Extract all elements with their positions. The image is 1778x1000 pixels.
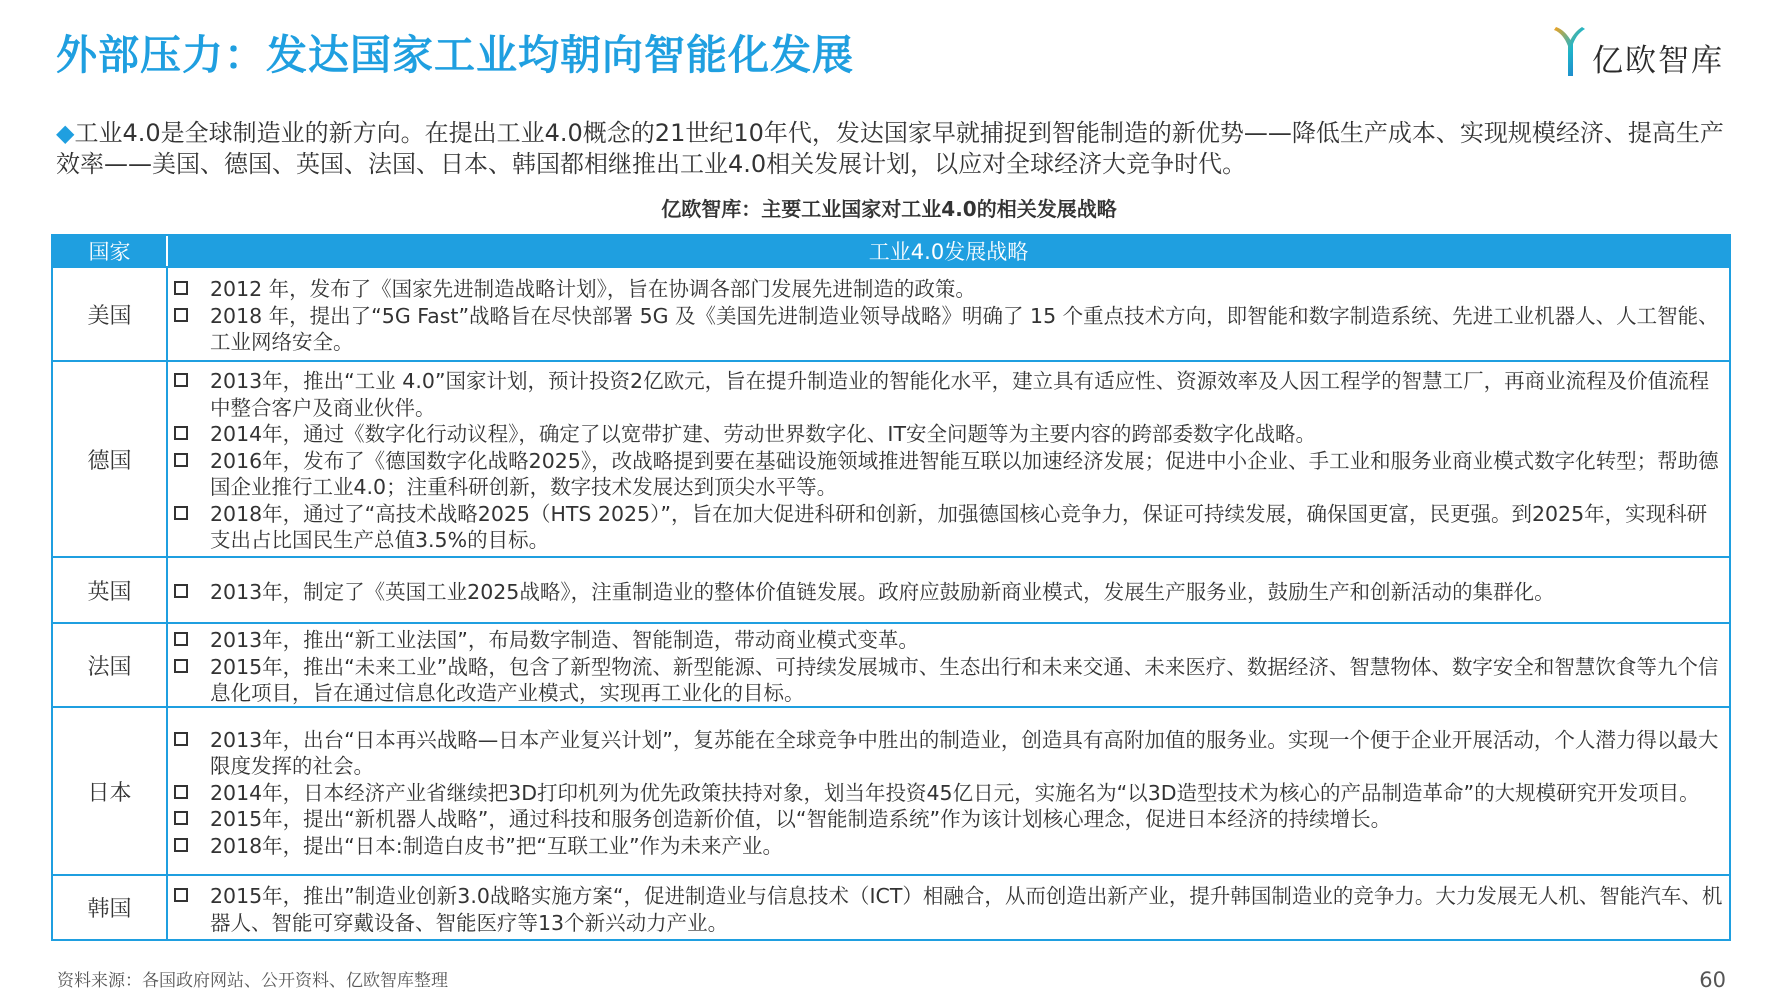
strategy-item-text: 2013年，制定了《英国工业2025战略》，注重制造业的整体价值链发展。政府应鼓励新商业模式，发展生产服务业，鼓励生产和创新活动的集群化。 xyxy=(210,579,1555,604)
strategy-cell xyxy=(168,556,1729,622)
country-cell: 英国 xyxy=(53,556,168,622)
strategy-item-text: 2015年，提出“新机器人战略”，通过科技和服务创造新价值，以“智能制造系统”作为该计划核心理念，促进日本经济的持续增长。 xyxy=(210,807,1392,832)
strategy-cell xyxy=(168,360,1729,556)
square-bullet-icon xyxy=(174,632,188,646)
square-bullet-icon xyxy=(174,888,188,902)
square-bullet-icon xyxy=(174,659,188,673)
strategy-item xyxy=(174,501,1723,554)
country-cell: 韩国 xyxy=(53,874,168,939)
country-cell: 法国 xyxy=(53,622,168,706)
strategy-item xyxy=(174,833,1723,860)
strategy-item xyxy=(174,627,1723,654)
page-number: 60 xyxy=(1699,968,1726,992)
strategy-item xyxy=(174,579,1723,606)
strategy-item-text: 2015年，推出“未来工业”战略，包含了新型物流、新型能源、可持续发展城市、生态出行和未来交通、未来医疗、数据经济、智慧物体、数字安全和智慧饮食等九个信息化项目，旨在通过信息化改造产业模式，实现再工业化的目标。 xyxy=(210,654,1719,706)
strategy-item xyxy=(174,780,1723,807)
square-bullet-icon xyxy=(174,785,188,799)
strategy-item xyxy=(174,654,1723,707)
strategy-table xyxy=(51,234,1731,941)
square-bullet-icon xyxy=(174,732,188,746)
strategy-item-text: 2013年，推出“新工业法国”，布局数字制造、智能制造，带动商业模式变革。 xyxy=(210,628,919,653)
square-bullet-icon xyxy=(174,838,188,852)
strategy-item-text: 2016年，发布了《德国数字化战略2025》，改战略提到要在基础设施领域推进智能互联以加速经济发展；促进中小企业、手工业和服务业商业模式数字化转型；帮助德国企业推行工业4.0；注重科研创新，数字技术发展达到顶尖水平等。 xyxy=(210,448,1719,500)
strategy-cell xyxy=(168,874,1729,939)
strategy-item-text: 2018年，提出“日本:制造白皮书”把“互联工业”作为未来产业。 xyxy=(210,833,784,858)
strategy-item-text: 2012 年，发布了《国家先进制造战略计划》，旨在协调各部门发展先进制造的政策。 xyxy=(210,277,976,302)
strategy-item-text: 2014年，日本经济产业省继续把3D打印机列为优先政策扶持对象，划当年投资45亿日元，实施名为“以3D造型技术为核心的产品制造革命”的大规模研究开发项目。 xyxy=(210,780,1700,805)
strategy-item xyxy=(174,448,1723,501)
country-cell: 美国 xyxy=(53,266,168,360)
strategy-item-text: 2018年，通过了“高技术战略2025（HTS 2025）”，旨在加大促进科研和创新，加强德国核心竞争力，保证可持续发展，确保国更富，民更强。到2025年，实现科研支出占比国民生产总值3.5%的目标。 xyxy=(210,501,1708,553)
strategy-item xyxy=(174,368,1723,421)
strategy-item-text: 2014年，通过《数字化行动议程》，确定了以宽带扩建、劳动世界数字化、IT安全问题等为主要内容的跨部委数字化战略。 xyxy=(210,422,1316,447)
square-bullet-icon xyxy=(174,281,188,295)
strategy-cell xyxy=(168,266,1729,360)
page-title: 外部压力：发达国家工业均朝向智能化发展 xyxy=(56,31,854,79)
intro-paragraph xyxy=(56,118,1736,180)
strategy-item xyxy=(174,421,1723,448)
yiou-logo xyxy=(1552,26,1742,82)
strategy-cell xyxy=(168,706,1729,874)
table-caption: 亿欧智库：主要工业国家对工业4.0的相关发展战略 xyxy=(661,197,1117,221)
strategy-item-text: 2013年，推出“工业 4.0”国家计划，预计投资2亿欧元，旨在提升制造业的智能化水平，建立具有适应性、资源效率及人因工程学的智慧工厂，再商业流程及价值流程中整合客户及商业伙伴。 xyxy=(210,369,1710,420)
country-cell: 日本 xyxy=(53,706,168,874)
square-bullet-icon xyxy=(174,584,188,598)
logo-text: 亿欧智库 xyxy=(1592,43,1724,79)
strategy-item xyxy=(174,727,1723,780)
diamond-bullet-icon: ◆ xyxy=(56,119,75,147)
square-bullet-icon xyxy=(174,308,188,322)
intro-text: 工业4.0是全球制造业的新方向。在提出工业4.0概念的21世纪10年代，发达国家早就捕捉到智能制造的新优势——降低生产成本、实现规模经济、提高生产效率——美国、德国、英国、法国、日本、韩国都相继推出工业4.0相关发展计划，以应对全球经济大竞争时代。 xyxy=(56,119,1724,178)
strategy-item xyxy=(174,883,1723,936)
square-bullet-icon xyxy=(174,426,188,440)
source-note: 资料来源：各国政府网站、公开资料、亿欧智库整理 xyxy=(57,971,448,991)
strategy-item xyxy=(174,806,1723,833)
strategy-item xyxy=(174,303,1723,356)
strategy-item-text: 2015年，推出”制造业创新3.0战略实施方案“，促进制造业与信息技术（ICT）相融合，从而创造出新产业，提升韩国制造业的竞争力。大力发展无人机、智能汽车、机器人、智能可穿戴设备、智能医疗等13个新兴动力产业。 xyxy=(210,884,1723,935)
header-country: 国家 xyxy=(53,236,168,266)
strategy-item-text: 2018 年，提出了“5G Fast”战略旨在尽快部署 5G 及《美国先进制造业领导战略》明确了 15 个重点技术方向，即智能和数字制造系统、先进工业机器人、人工智能、工业网络安全。 xyxy=(210,303,1719,355)
header-strategy: 工业4.0发展战略 xyxy=(168,236,1729,266)
square-bullet-icon xyxy=(174,373,188,387)
strategy-cell xyxy=(168,622,1729,706)
square-bullet-icon xyxy=(174,453,188,467)
strategy-item xyxy=(174,276,1723,303)
country-cell: 德国 xyxy=(53,360,168,556)
square-bullet-icon xyxy=(174,811,188,825)
strategy-item-text: 2013年，出台“日本再兴战略—日本产业复兴计划”，复苏能在全球竞争中胜出的制造业，创造具有高附加值的服务业。实现一个便于企业开展活动，个人潜力得以最大限度发挥的社会。 xyxy=(210,727,1719,779)
yiou-logo-mark-icon xyxy=(1552,26,1586,78)
square-bullet-icon xyxy=(174,506,188,520)
